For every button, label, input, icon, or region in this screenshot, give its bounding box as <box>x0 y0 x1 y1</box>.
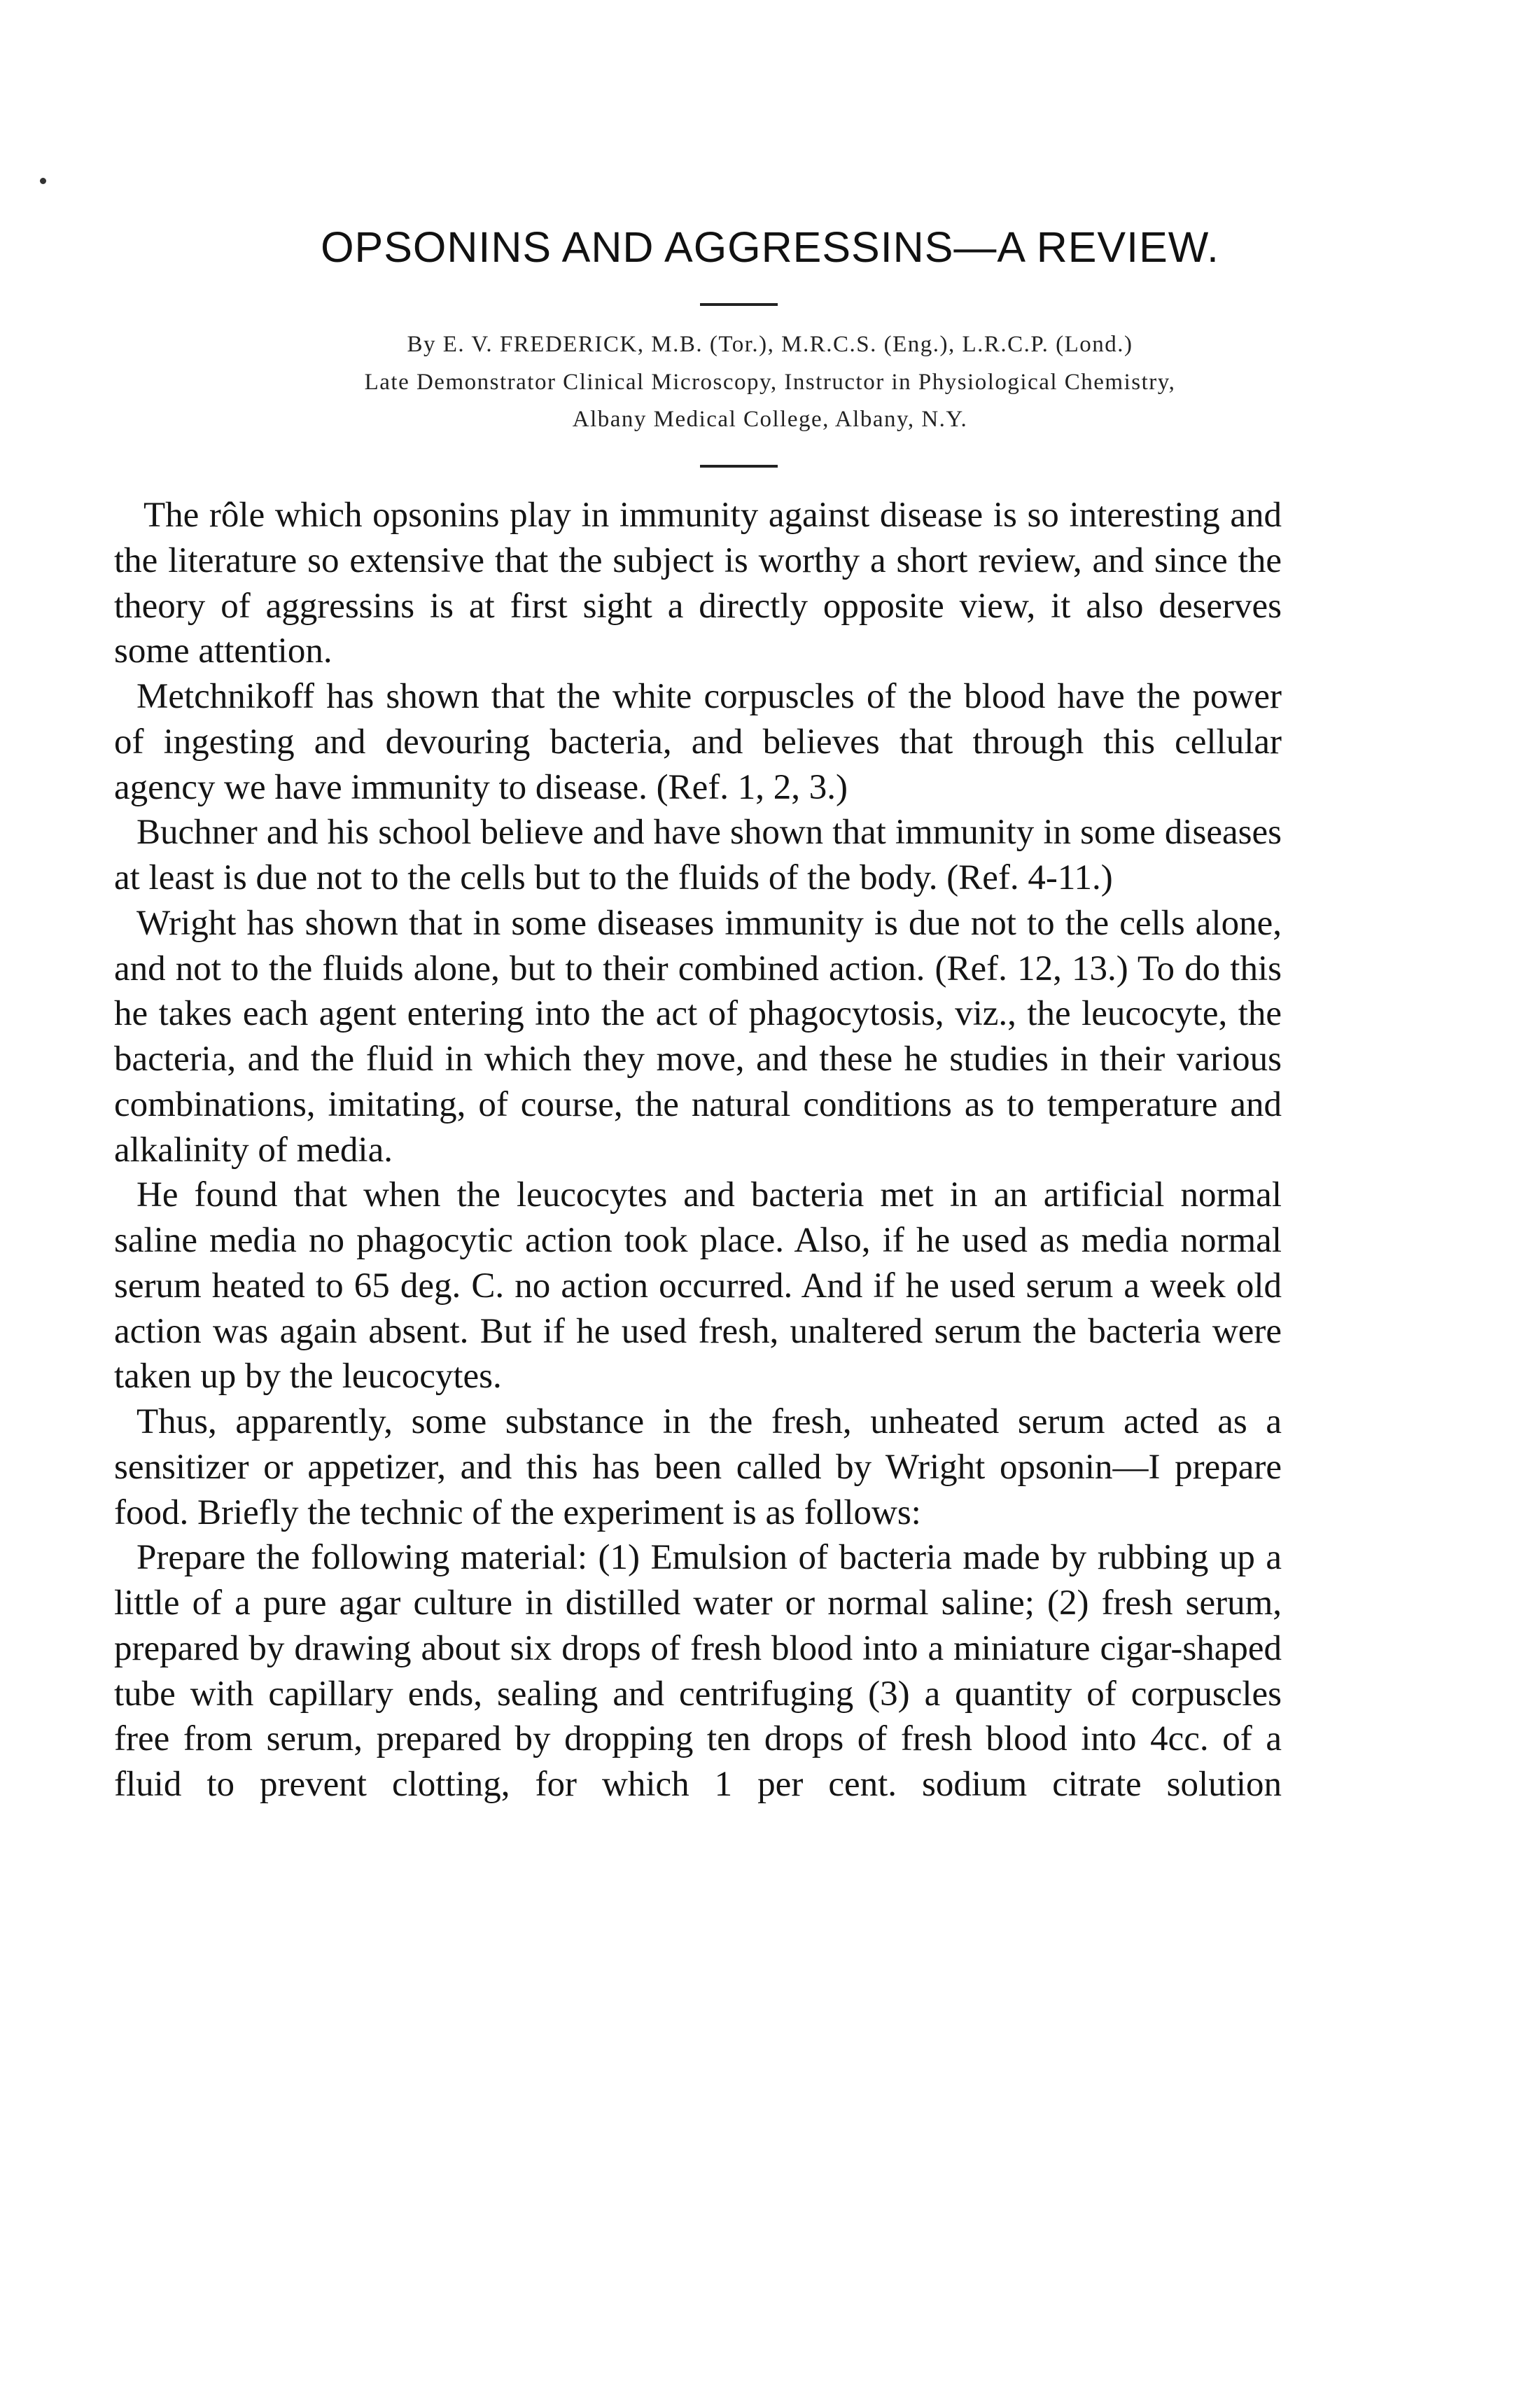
paragraph: Prepare the following material: (1) Emulsion of bacteria made by rubbing up a little of a pure agar culture in distilled water or normal saline; (2) fresh serum, prepared by drawing about six drops of fresh blood into a miniature cigar-shaped tube with capillary ends, sealing and centrifuging (3) a quantity of corpuscles free from serum, prepared by dropping ten drops of fresh blood into 4cc. of a fluid to prevent clotting, for which 1 per cent. sodium citrate solution <box>114 1538 1282 1804</box>
author-line: By E. V. FREDERICK, M.B. (Tor.), M.R.C.S. (Eng.), L.R.C.P. (Lond.) <box>407 332 1133 357</box>
paragraph: Buchner and his school believe and have shown that immunity in some diseases at least is due not to the cells but to the fluids of the body. (Ref. 4-11.) <box>114 813 1282 897</box>
article-title: OPSONINS AND AGGRESSINS—A REVIEW. <box>321 223 1219 271</box>
title-rule <box>700 303 778 306</box>
paragraph: Thus, apparently, some substance in the fresh, unheated serum acted as a sensitizer or appetizer, and this has been called by Wright opsonin—I prepare food. Briefly the technic of the experiment is as follows: <box>114 1402 1282 1532</box>
paragraph: Metchnikoff has shown that the white corpuscles of the blood have the power of ingesting and devouring bacteria, and believes that through this cellular agency we have immunity to disease. (Ref. 1, 2, 3.) <box>114 677 1282 807</box>
paragraph: He found that when the leucocytes and bacteria met in an artificial normal saline media no phagocytic action took place. Also, if he used as media normal serum heated to 65 deg. C. no action occurred. And if he used serum a week old action was again absent. But if he used fresh, unaltered serum the bacteria were taken up by the leucocytes. <box>114 1175 1282 1397</box>
author-affiliation-line: Late Demonstrator Clinical Microscopy, Instructor in Physiological Chemistry, <box>364 370 1176 395</box>
byline-rule <box>700 465 778 468</box>
paragraph: Wright has shown that in some diseases immunity is due not to the cells alone, and not to the fluids alone, but to their combined action. (Ref. 12, 13.) To do this he takes each agent entering into the act of phagocytosis, viz., the leucocyte, the bacteria, and the fluid in which they move, and these he studies in their various combinations, imitating, of course, the natural conditions as to temperature and alkalinity of media. <box>114 903 1282 1170</box>
scan-speck <box>40 178 46 184</box>
paragraph: The rôle which opsonins play in immunity against disease is so interesting and the literature so extensive that the subject is worthy a short review, and since the theory of aggressins is at first sight a directly opposite view, it also deserves some attention. <box>114 496 1282 671</box>
article-body <box>114 493 1282 1807</box>
author-institution-line: Albany Medical College, Albany, N.Y. <box>572 407 968 432</box>
